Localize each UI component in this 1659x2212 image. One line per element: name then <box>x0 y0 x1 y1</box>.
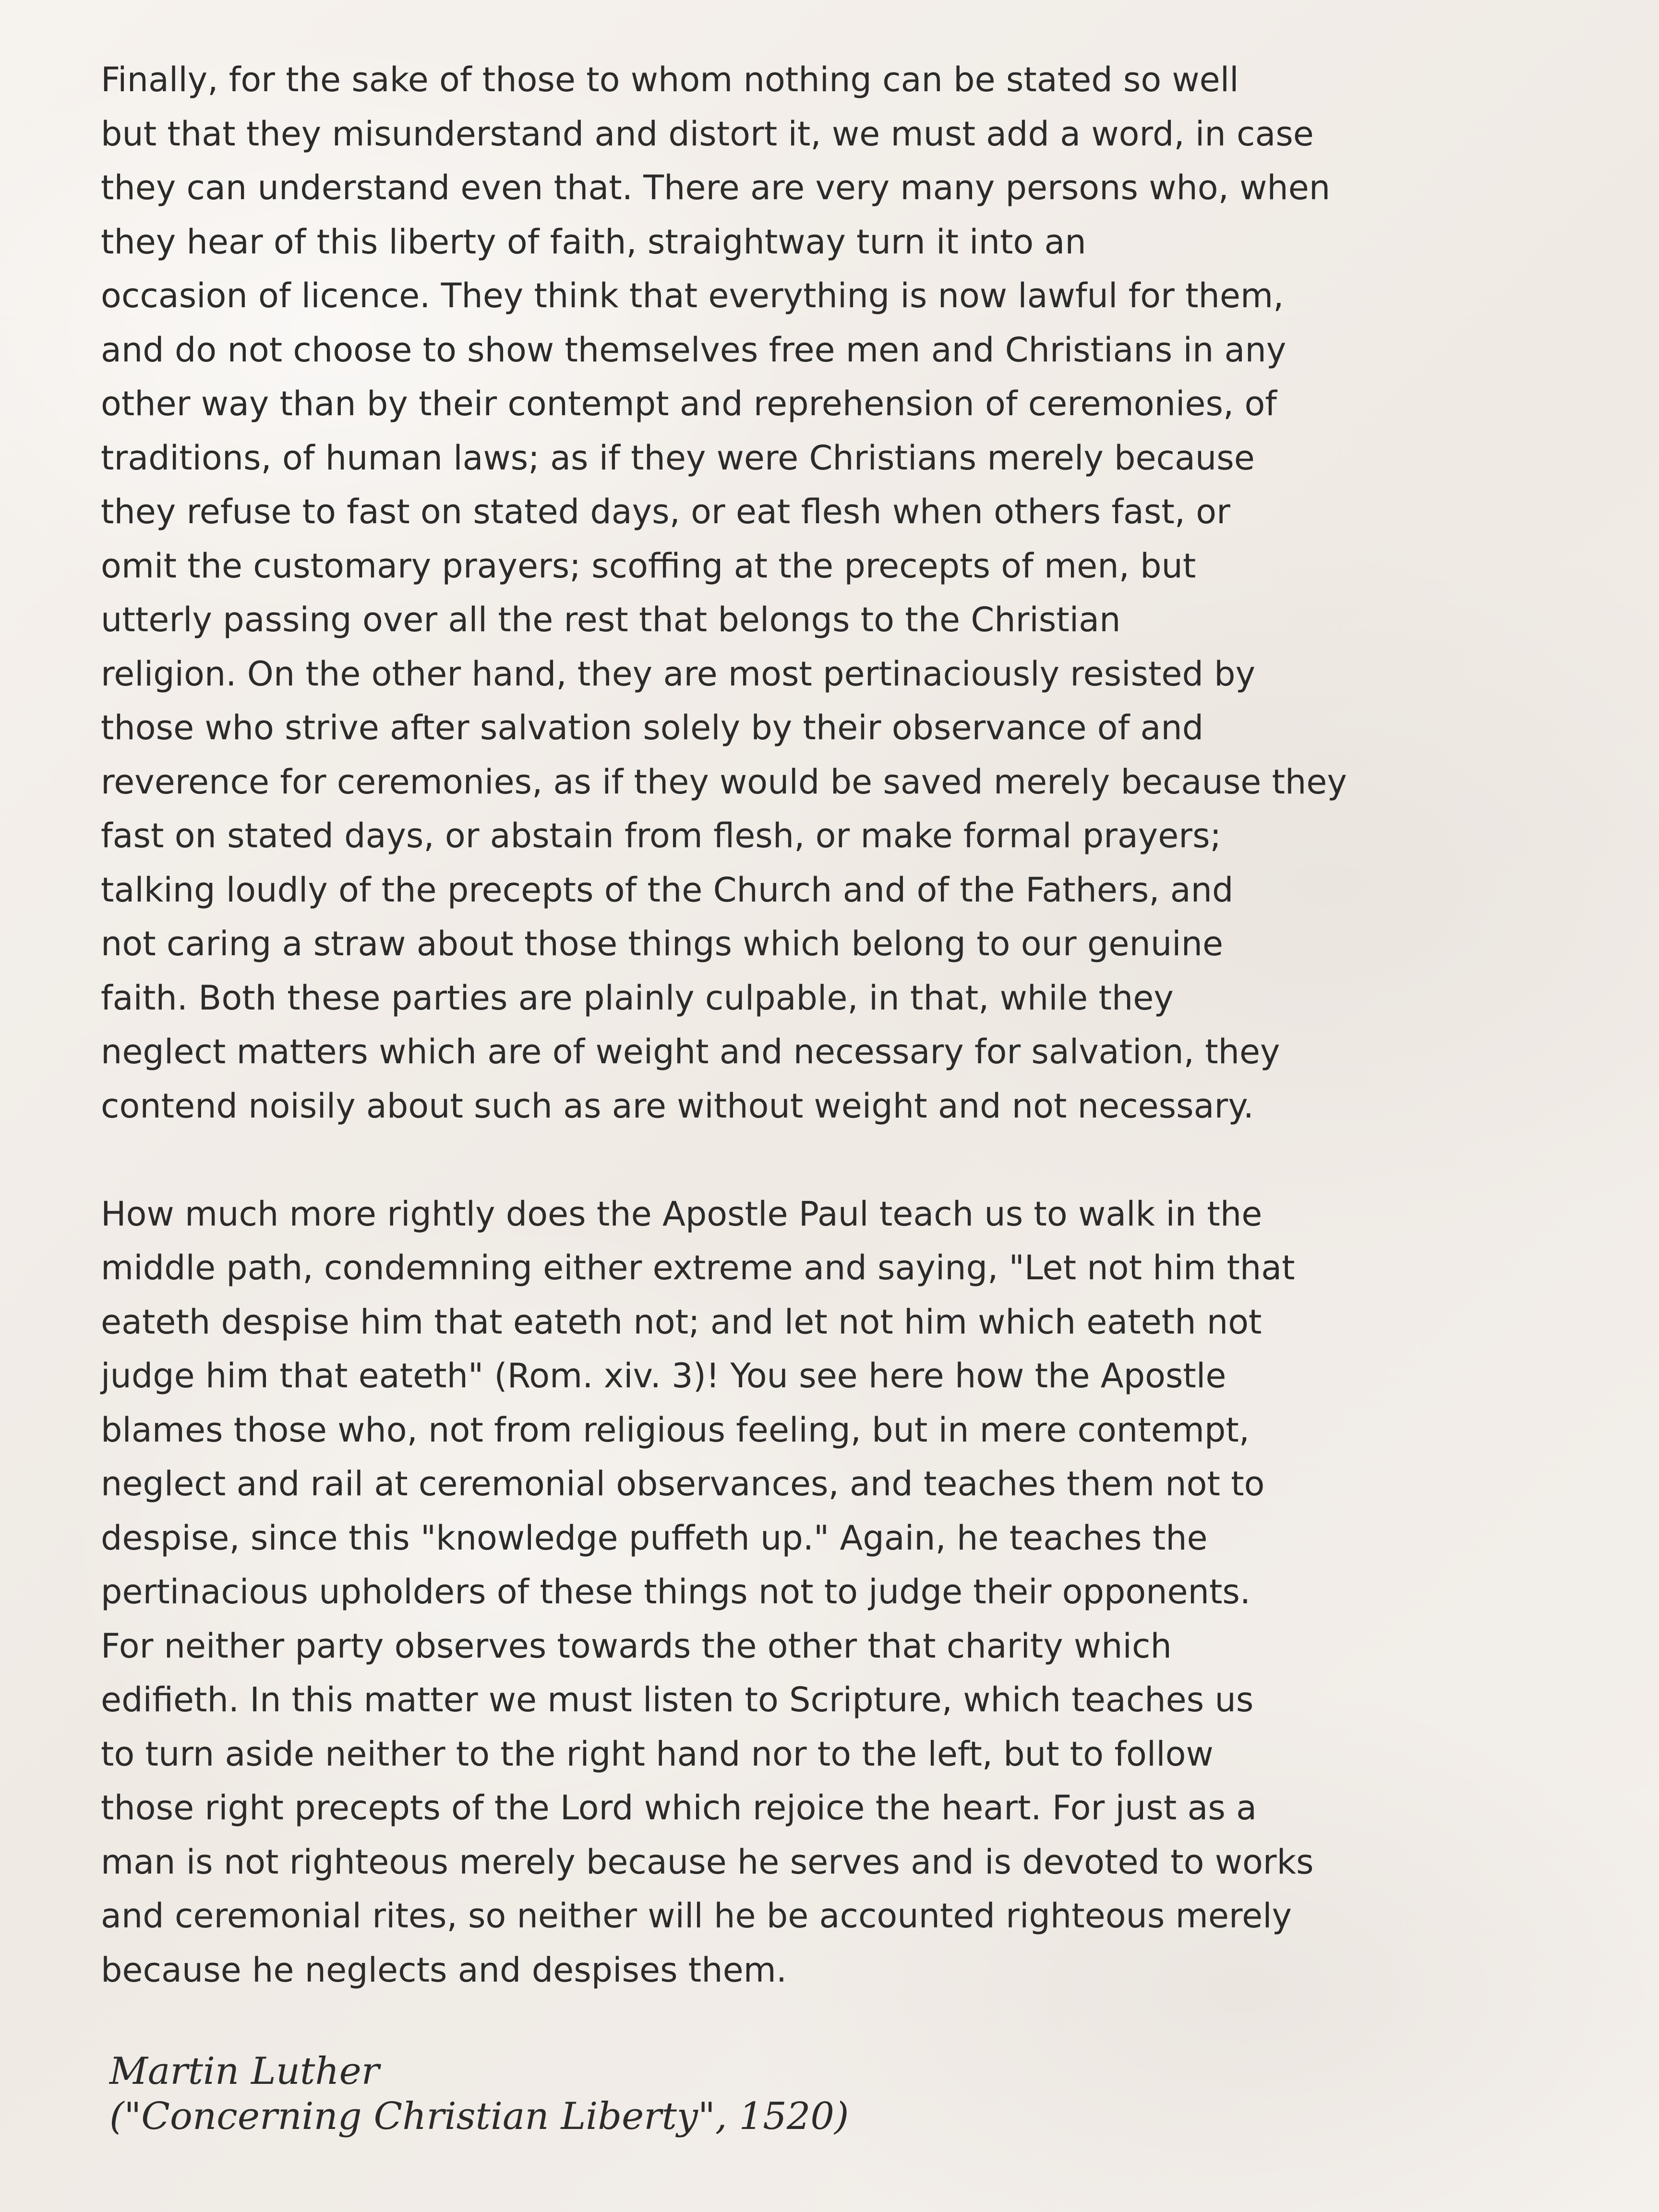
quote-paragraph-1: Finally, for the sake of those to whom nothing can be stated so well but that they misunderstand and distort it, we must add a word, in case they can understand even that. There are very many persons who, when they hear of this liberty of faith, straightway turn it into an occasion of licence. They think that everything is now lawful for them, and do not choose to show themselves free men and Christians in any other way than by their contempt and reprehension of ceremonies, of traditions, of human laws; as if they were Christians merely because they refuse to fast on stated days, or eat flesh when others fast, or omit the customary prayers; scoffing at the precepts of men, but utterly passing over all the rest that belongs to the Christian religion. On the other hand, they are most pertinaciously resisted by those who strive after salvation solely by their observance of and reverence for ceremonies, as if they would be saved merely because they fast on stated days, or abstain from flesh, or make formal prayers; talking loudly of the precepts of the Church and of the Fathers, and not caring a straw about those things which belong to our genuine faith. Both these parties are plainly culpable, in that, while they neglect matters which are of weight and necessary for salvation, they contend noisily about such as are without weight and not necessary. <box>101 60 1347 1126</box>
attribution <box>109 2049 849 2139</box>
quote-paragraph-2: How much more rightly does the Apostle Paul teach us to walk in the middle path, condemning either extreme and saying, "Let not him that eateth despise him that eateth not; and let not him which eateth not judge him that eateth" (Rom. xiv. 3)! You see here how the Apostle blames those who, not from religious feeling, but in mere contempt, neglect and rail at ceremonial observances, and teaches them not to despise, since this "knowledge puffeth up." Again, he teaches the pertinacious upholders of these things not to judge their opponents. For neither party observes towards the other that charity which edifieth. In this matter we must listen to Scripture, which teaches us to turn aside neither to the right hand nor to the left, but to follow those right precepts of the Lord which rejoice the heart. For just as a man is not righteous merely because he serves and is devoted to works and ceremonial rites, so neither will he be accounted righteous merely because he neglects and despises them. <box>101 1194 1314 1990</box>
author-name: Martin Luther <box>109 2050 380 2093</box>
source-citation: ("Concerning Christian Liberty", 1520) <box>109 2095 849 2138</box>
quote-body <box>101 53 1570 1997</box>
